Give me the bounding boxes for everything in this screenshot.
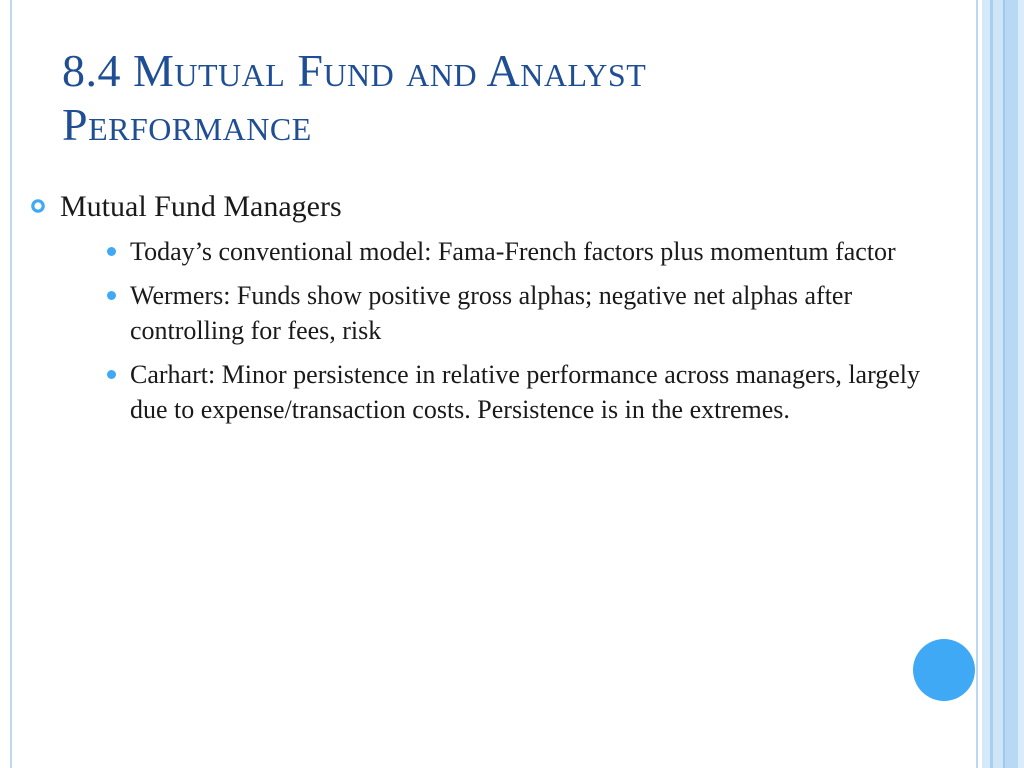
- right-decor-stripe: [976, 0, 978, 768]
- dot-bullet-icon: [107, 370, 116, 379]
- right-decor-stripe: [982, 0, 990, 768]
- right-decor-stripe: [1005, 0, 1018, 768]
- circle-accent: [913, 639, 975, 701]
- bullet-item: [30, 188, 950, 436]
- dot-bullet-icon: [107, 291, 116, 300]
- bullet-list: [30, 188, 950, 436]
- right-decor-stripe: [993, 0, 1003, 768]
- slide-title-line-1: 8.4 Mutual Fund and Analyst: [62, 45, 647, 96]
- sub-bullet-list: [60, 234, 960, 427]
- sub-bullet-item: [100, 234, 960, 269]
- left-border-rule: [10, 0, 12, 768]
- bullet-text: Mutual Fund Managers: [60, 190, 342, 223]
- slide-title: [62, 44, 942, 152]
- sub-bullet-item: [100, 357, 960, 427]
- sub-bullet-text: Today’s conventional model: Fama-French factors plus momentum factor: [130, 237, 896, 266]
- ring-bullet-icon: [30, 198, 46, 214]
- sub-bullet-item: [100, 278, 960, 348]
- dot-bullet-icon: [107, 247, 116, 256]
- right-decor-stripe: [1018, 0, 1024, 768]
- sub-bullet-text: Carhart: Minor persistence in relative performance across managers, largely due to expense/transaction costs. Persistence is in the extremes.: [130, 360, 921, 424]
- sub-bullet-text: Wermers: Funds show positive gross alphas; negative net alphas after controlling for fees, risk: [130, 281, 853, 345]
- slide-title-line-2: Performance: [62, 99, 312, 150]
